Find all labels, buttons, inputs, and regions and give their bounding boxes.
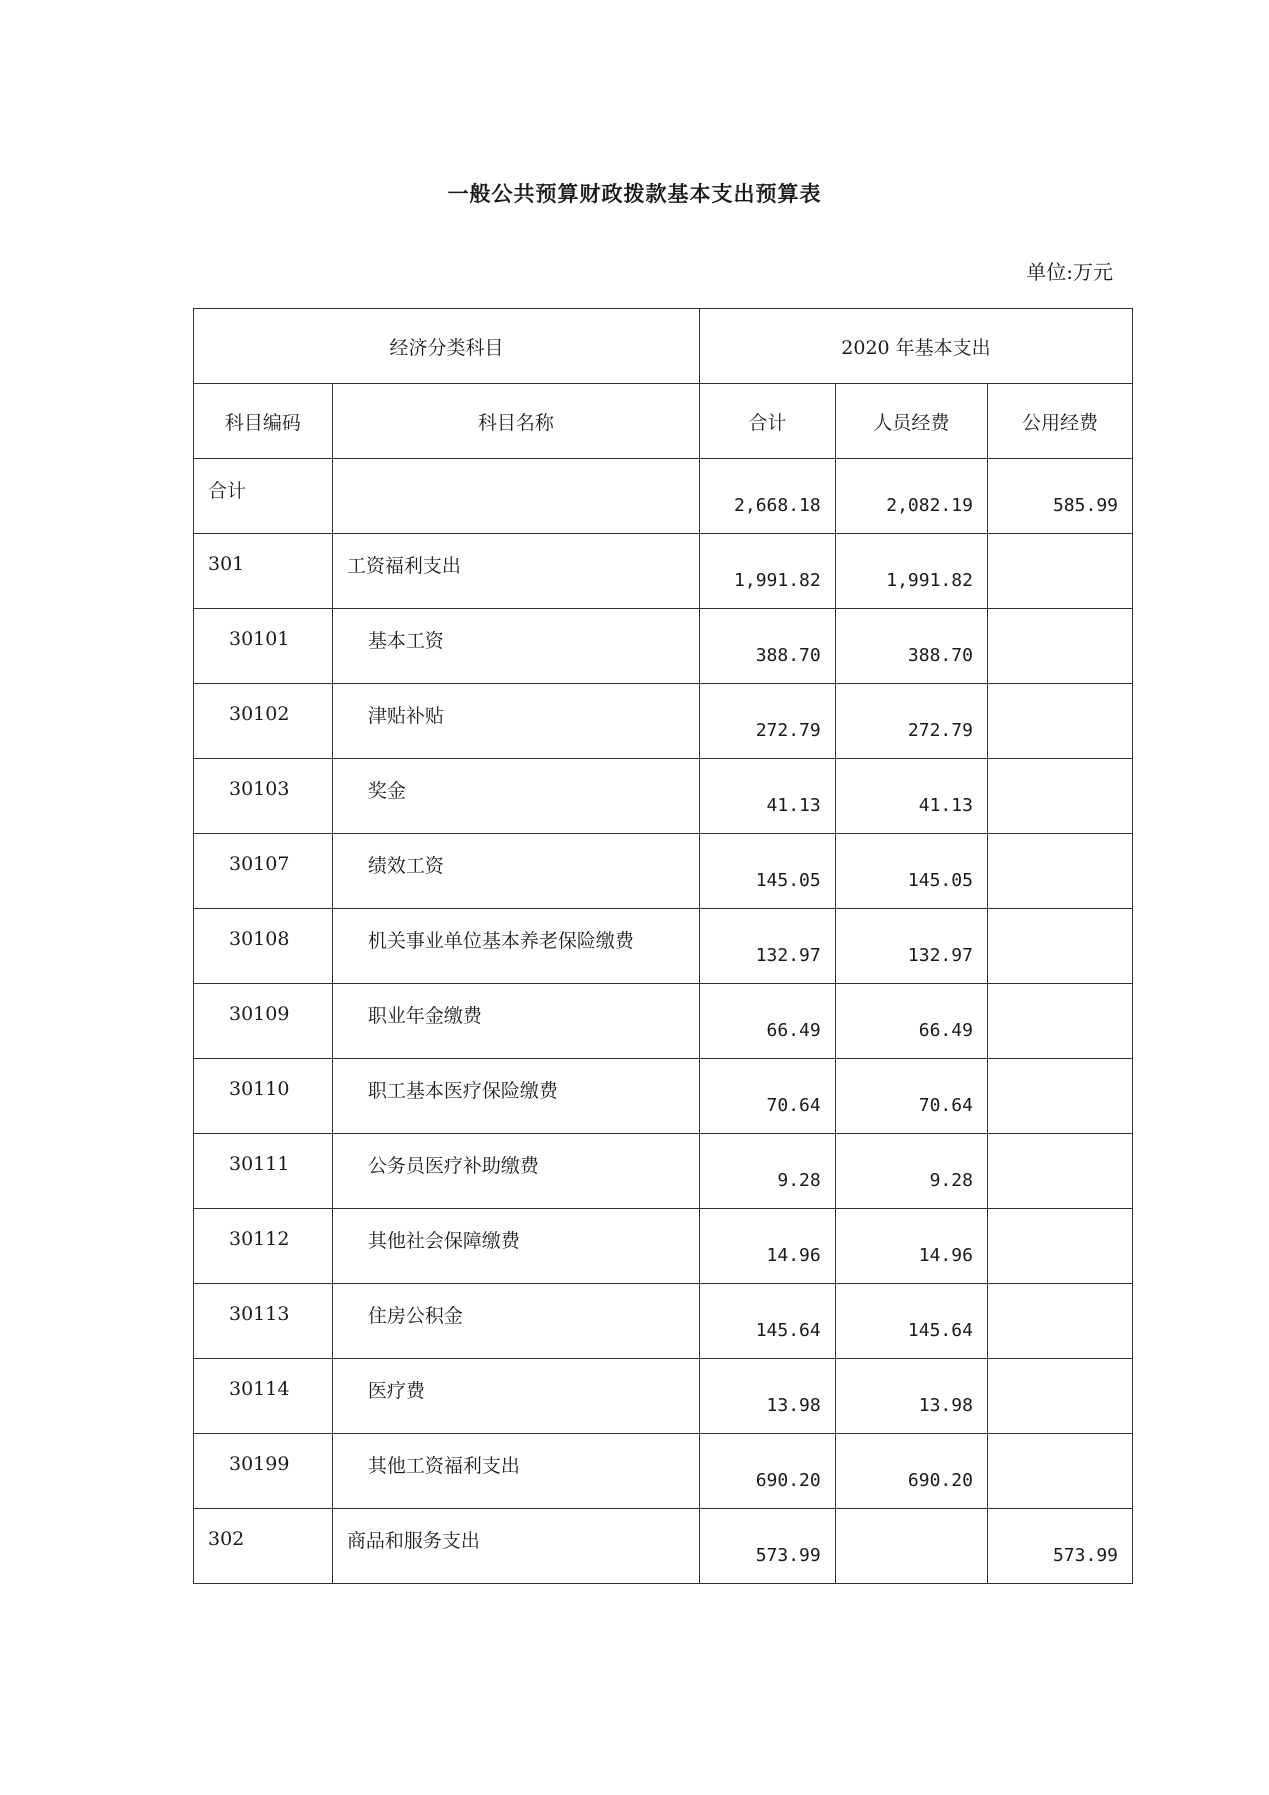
row-code: 30101: [194, 609, 333, 684]
row-total: 145.64: [699, 1284, 835, 1359]
row-name: 工资福利支出: [332, 534, 699, 609]
table-row: [194, 984, 1133, 1059]
table-row: [194, 1209, 1133, 1284]
row-total: 66.49: [699, 984, 835, 1059]
row-personnel: 132.97: [835, 909, 987, 984]
row-public: [987, 1284, 1132, 1359]
row-name: 商品和服务支出: [332, 1509, 699, 1584]
table-row: [194, 909, 1133, 984]
row-name: 奖金: [332, 759, 699, 834]
row-personnel: 690.20: [835, 1434, 987, 1509]
row-code: 30114: [194, 1359, 333, 1434]
row-code: 30103: [194, 759, 333, 834]
row-name: 职业年金缴费: [332, 984, 699, 1059]
row-total: 388.70: [699, 609, 835, 684]
row-personnel: 272.79: [835, 684, 987, 759]
header-row-1: [194, 309, 1133, 384]
row-total: 41.13: [699, 759, 835, 834]
budget-table: [193, 308, 1133, 1584]
row-name: 津贴补贴: [332, 684, 699, 759]
row-name: 其他社会保障缴费: [332, 1209, 699, 1284]
header-public: 公用经费: [987, 384, 1132, 459]
row-public: [987, 909, 1132, 984]
row-public: [987, 1134, 1132, 1209]
header-total: 合计: [699, 384, 835, 459]
row-total: 690.20: [699, 1434, 835, 1509]
header-row-2: [194, 384, 1133, 459]
row-total: 14.96: [699, 1209, 835, 1284]
row-name: 职工基本医疗保险缴费: [332, 1059, 699, 1134]
row-personnel: 13.98: [835, 1359, 987, 1434]
table-row: [194, 1059, 1133, 1134]
row-code: 30107: [194, 834, 333, 909]
row-name: 机关事业单位基本养老保险缴费: [332, 909, 699, 984]
row-public: [987, 984, 1132, 1059]
total-row-public: 585.99: [987, 459, 1132, 534]
header-name: 科目名称: [332, 384, 699, 459]
table-row: [194, 1509, 1133, 1584]
row-personnel: 70.64: [835, 1059, 987, 1134]
row-code: 30110: [194, 1059, 333, 1134]
row-total: 13.98: [699, 1359, 835, 1434]
table-row: [194, 684, 1133, 759]
row-total: 145.05: [699, 834, 835, 909]
row-personnel: 145.64: [835, 1284, 987, 1359]
row-code: 30113: [194, 1284, 333, 1359]
row-public: [987, 1434, 1132, 1509]
table-row: [194, 1134, 1133, 1209]
row-personnel: 145.05: [835, 834, 987, 909]
total-row-total: 2,668.18: [699, 459, 835, 534]
row-total: 9.28: [699, 1134, 835, 1209]
table-row: [194, 1359, 1133, 1434]
row-code: 30102: [194, 684, 333, 759]
row-personnel: 41.13: [835, 759, 987, 834]
row-total: 132.97: [699, 909, 835, 984]
row-public: 573.99: [987, 1509, 1132, 1584]
header-economic-category: 经济分类科目: [194, 309, 700, 384]
row-name: 医疗费: [332, 1359, 699, 1434]
row-name: 公务员医疗补助缴费: [332, 1134, 699, 1209]
table-row: [194, 609, 1133, 684]
document-title: 一般公共预算财政拨款基本支出预算表: [447, 182, 822, 206]
row-code: 30112: [194, 1209, 333, 1284]
table-row: [194, 534, 1133, 609]
table-row: [194, 759, 1133, 834]
row-public: [987, 1359, 1132, 1434]
row-personnel: 9.28: [835, 1134, 987, 1209]
total-row-personnel: 2,082.19: [835, 459, 987, 534]
table-row: [194, 1434, 1133, 1509]
row-code: 302: [194, 1509, 333, 1584]
total-row-name: [332, 459, 699, 534]
row-total: 70.64: [699, 1059, 835, 1134]
total-row-label: 合计: [194, 459, 333, 534]
row-public: [987, 609, 1132, 684]
row-code: 30199: [194, 1434, 333, 1509]
row-public: [987, 534, 1132, 609]
row-code: 30109: [194, 984, 333, 1059]
row-name: 基本工资: [332, 609, 699, 684]
header-personnel: 人员经费: [835, 384, 987, 459]
table-row: [194, 1284, 1133, 1359]
row-personnel: 14.96: [835, 1209, 987, 1284]
row-personnel: 66.49: [835, 984, 987, 1059]
row-public: [987, 1209, 1132, 1284]
row-name: 绩效工资: [332, 834, 699, 909]
row-personnel: 388.70: [835, 609, 987, 684]
unit-label: 单位:万元: [1026, 260, 1113, 284]
row-public: [987, 834, 1132, 909]
header-code: 科目编码: [194, 384, 333, 459]
row-public: [987, 759, 1132, 834]
row-total: 573.99: [699, 1509, 835, 1584]
row-code: 301: [194, 534, 333, 609]
row-name: 其他工资福利支出: [332, 1434, 699, 1509]
row-public: [987, 1059, 1132, 1134]
row-total: 272.79: [699, 684, 835, 759]
row-public: [987, 684, 1132, 759]
header-year-basic-expenditure: 2020 年基本支出: [699, 309, 1132, 384]
row-personnel: [835, 1509, 987, 1584]
row-code: 30111: [194, 1134, 333, 1209]
row-total: 1,991.82: [699, 534, 835, 609]
row-code: 30108: [194, 909, 333, 984]
row-name: 住房公积金: [332, 1284, 699, 1359]
total-row: [194, 459, 1133, 534]
table-row: [194, 834, 1133, 909]
row-personnel: 1,991.82: [835, 534, 987, 609]
